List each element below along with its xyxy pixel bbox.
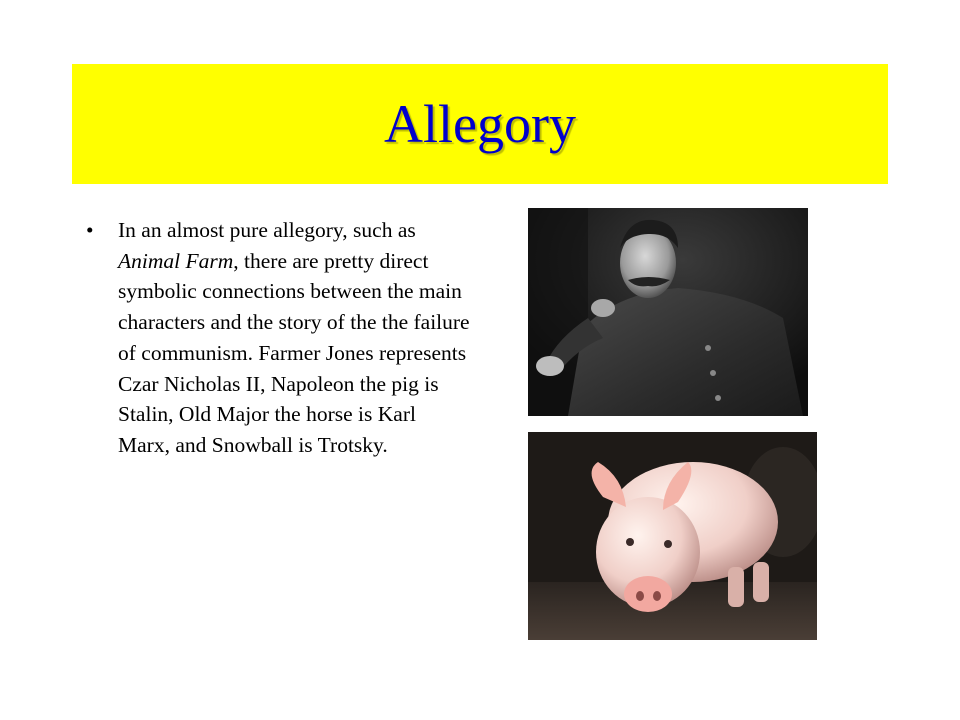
bullet-paragraph	[118, 215, 471, 461]
title-bar	[72, 64, 888, 184]
stalin-photo	[528, 208, 808, 416]
pig-photo	[528, 432, 817, 640]
paragraph-text-2: , there are pretty direct symbolic connections between the main characters and the story of the the failure of communism. Farmer Jones represents Czar Nicholas II, Napoleon the pig is Stalin, Old Major the horse is Karl Marx, and Snowball is Trotsky.	[118, 248, 470, 457]
bullet-marker: •	[86, 218, 94, 242]
bullet-list	[86, 215, 471, 461]
paragraph-text-1: In an almost pure allegory, such as	[118, 218, 416, 242]
book-title: Animal Farm	[118, 248, 234, 273]
slide-title: Allegory	[384, 94, 576, 154]
